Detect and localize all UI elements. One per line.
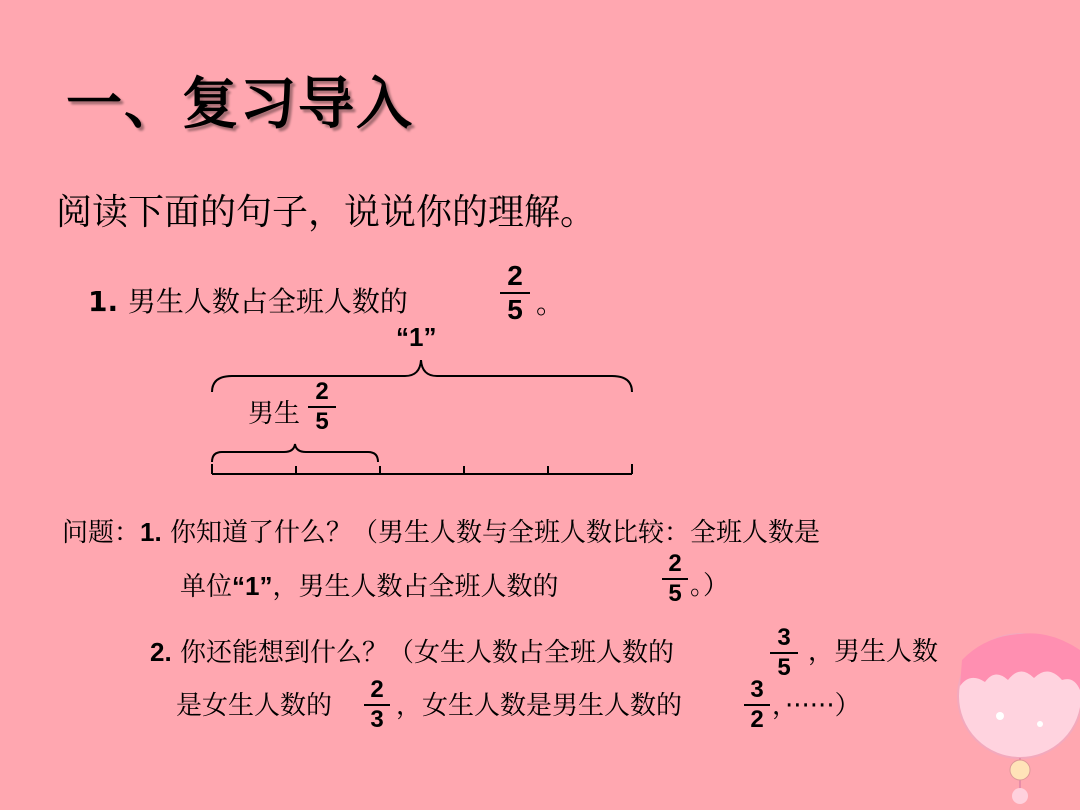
question-1	[62, 512, 820, 553]
fraction-numerator: 2	[507, 260, 523, 291]
question-2-fraction-a	[770, 626, 798, 680]
question-2-text: 你还能想到什么？（女生人数占全班人数的	[179, 638, 674, 668]
fraction-numerator: 3	[777, 624, 791, 651]
question-1-line-2-text: ，男生人数占全班人数的	[272, 572, 559, 602]
question-1-fraction	[662, 552, 688, 606]
fraction-denominator: 2	[750, 706, 764, 733]
fraction-denominator: 5	[777, 654, 791, 681]
whole-brace	[212, 360, 632, 392]
sentence-1-end: 。	[536, 287, 565, 320]
slide-title: 一、复习导入	[66, 72, 414, 137]
fraction-denominator: 5	[668, 580, 682, 607]
sentence-1-number: 1.	[88, 285, 119, 318]
whole-label: “1”	[396, 322, 437, 352]
question-2-mid: ，男生人数	[808, 637, 939, 667]
question-lead: 问题：	[62, 518, 141, 548]
fraction-denominator: 3	[370, 706, 384, 733]
balloon-decoration	[958, 633, 1080, 804]
question-2-end: ，······）	[772, 691, 861, 721]
fraction-denominator: 5	[507, 294, 523, 325]
question-2-line-2-text: ，女生人数是男生人数的	[396, 691, 683, 721]
question-2-number: 2.	[150, 637, 172, 667]
instruction-text: 阅读下面的句子，说说你的理解。	[56, 192, 597, 233]
question-1-line-2	[180, 566, 559, 607]
part-label: 男生	[248, 399, 301, 429]
fraction-numerator: 2	[315, 378, 329, 405]
fraction-numerator: 2	[668, 550, 682, 577]
question-1-unit: 单位	[180, 572, 233, 602]
question-1-end: 。）	[690, 571, 730, 601]
sentence-1-text: 男生人数占全班人数的	[127, 285, 408, 318]
question-1-one: “1”	[232, 571, 273, 601]
question-2	[150, 632, 674, 673]
question-2-line-2: 是女生人数的	[176, 691, 333, 721]
question-2-fraction-b	[364, 678, 390, 732]
question-1-text: 你知道了什么？（男生人数与全班人数比较：全班人数是	[169, 518, 820, 548]
part-brace	[212, 444, 378, 462]
fraction-numerator: 3	[750, 676, 764, 703]
question-2-fraction-c	[744, 678, 770, 732]
segment-ticks	[212, 464, 632, 474]
fraction-numerator: 2	[370, 676, 384, 703]
fraction-denominator: 5	[315, 408, 329, 435]
question-1-number: 1.	[140, 517, 162, 547]
